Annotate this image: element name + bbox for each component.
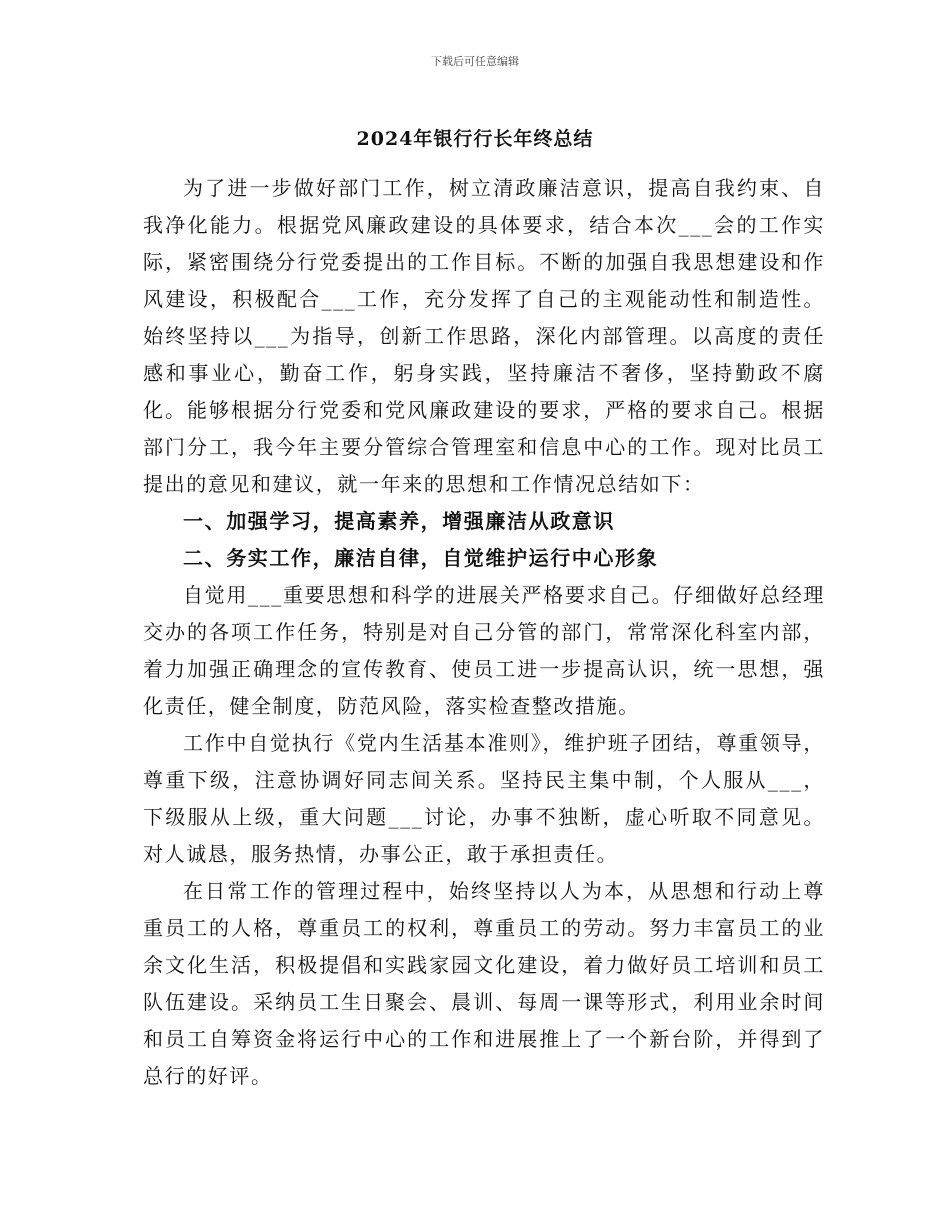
body-paragraph-2: 工作中自觉执行《党内生活基本准则》，维护班子团结，尊重领导，尊重下级，注意协调好同志间关系。坚持民主集中制，个人服从___，下级服从上级，重大问题___讨论，办事不独断，虚心听取不同意见。对人诚恳，服务热情，办事公正，敢于承担责任。 [143,731,825,866]
body-paragraph-1: 自觉用___重要思想和科学的进展关严格要求自己。仔细做好总经理交办的各项工作任务，特别是对自己分管的部门，常常深化科室内部，着力加强正确理念的宣传教育、使员工进一步提高认识，统一思想，强化责任，健全制度，防范风险，落实检查整改措施。 [143,583,825,718]
section-heading-1: 一、加强学习，提高素养，增强廉洁从政意识 [183,509,615,533]
header-note: 下载后可任意编辑 [431,55,519,68]
document-title: 2024年银行行长年终总结 [356,128,594,150]
document-body [143,170,825,1095]
body-paragraph-3: 在日常工作的管理过程中，始终坚持以人为本，从思想和行动上尊重员工的人格，尊重员工的权利，尊重员工的劳动。努力丰富员工的业余文化生活，积极提倡和实践家园文化建设，着力做好员工培训和员工队伍建设。采纳员工生日聚会、晨训、每周一课等形式，利用业余时间和员工自筹资金将运行中心的工作和进展推上了一个新台阶，并得到了总行的好评。 [143,879,825,1088]
intro-paragraph: 为了进一步做好部门工作，树立清政廉洁意识，提高自我约束、自我净化能力。根据党风廉政建设的具体要求，结合本次___会的工作实际，紧密围绕分行党委提出的工作目标。不断的加强自我思想建设和作风建设，积极配合___工作，充分发挥了自己的主观能动性和制造性。始终坚持以___为指导，创新工作思路，深化内部管理。以高度的责任感和事业心，勤奋工作，躬身实践，坚持廉洁不奢侈，坚持勤政不腐化。能够根据分行党委和党风廉政建设的要求，严格的要求自己。根据部门分工，我今年主要分管综合管理室和信息中心的工作。现对比员工提出的意见和建议，就一年来的思想和工作情况总结如下： [143,176,825,496]
section-heading-2: 二、务实工作，廉洁自律，自觉维护运行中心形象 [183,546,659,570]
